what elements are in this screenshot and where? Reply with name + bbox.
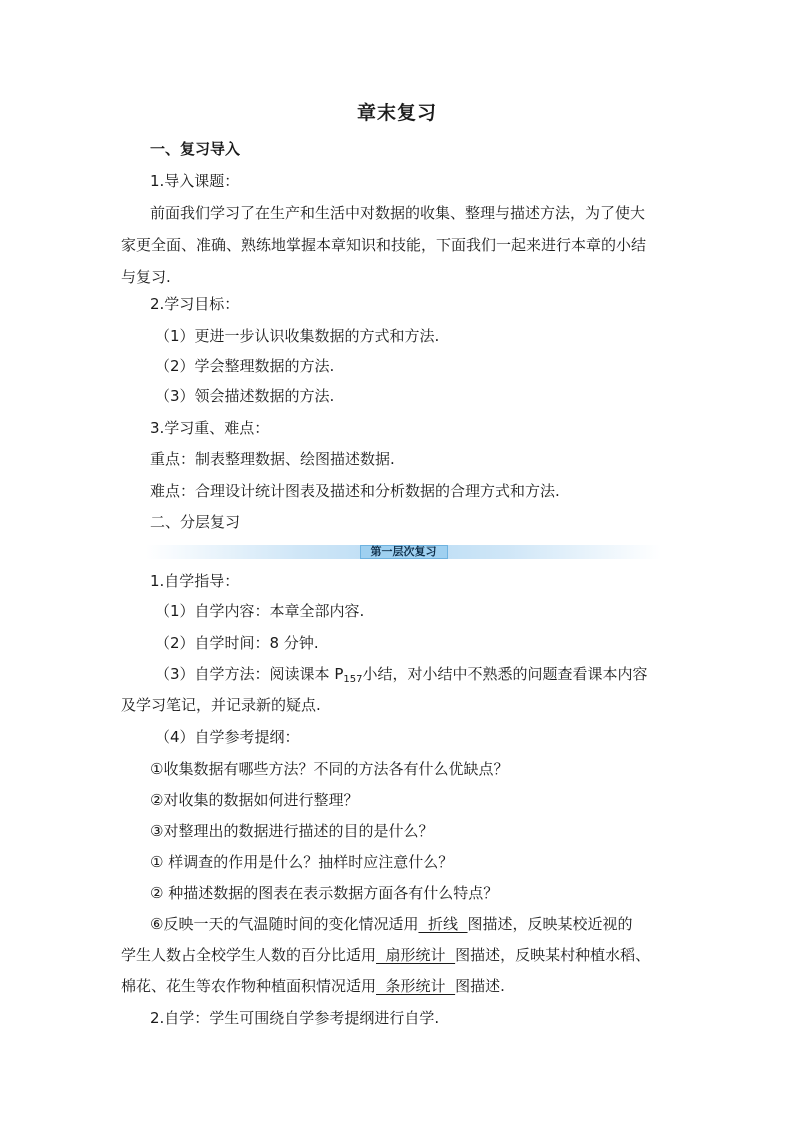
page-number-subscript: 157 bbox=[343, 674, 363, 685]
intro-paragraph-line-2: 家更全面、准确、熟练地掌握本章知识和技能，下面我们一起来进行本章的小结 bbox=[121, 236, 647, 254]
outline-question-2: ②对收集的数据如何进行整理？ bbox=[150, 791, 359, 809]
self-study-instruction: 2.自学：学生可围绕自学参考提纲进行自学. bbox=[150, 1009, 440, 1027]
difficulty-point: 难点：合理设计统计图表及描述和分析数据的合理方式和方法. bbox=[150, 482, 560, 500]
intro-paragraph-line-1: 前面我们学习了在生产和生活中对数据的收集、整理与描述方法，为了使大 bbox=[150, 204, 646, 222]
guide-item-time: （2）自学时间：8 分钟. bbox=[155, 634, 319, 652]
guide-item-outline: （4）自学参考提纲： bbox=[155, 728, 300, 746]
q6-text-b: 图描述，反映某校近视的 bbox=[467, 915, 633, 933]
outline-question-6-line-2 bbox=[121, 944, 650, 966]
outline-question-5: ② 种描述数据的图表在表示数据方面各有什么特点？ bbox=[150, 884, 499, 902]
outline-question-6-line-3 bbox=[121, 975, 505, 997]
answer-pie-chart: 扇形统计 bbox=[376, 946, 456, 964]
outline-question-1: ①收集数据有哪些方法？不同的方法各有什么优缺点？ bbox=[150, 760, 509, 778]
goal-item-3: （3）领会描述数据的方法. bbox=[155, 387, 335, 405]
guide-item-method bbox=[155, 663, 647, 691]
outline-question-6-line-1 bbox=[150, 913, 633, 935]
page-title: 章末复习 bbox=[356, 102, 437, 124]
self-study-guide-label: 1.自学指导： bbox=[150, 572, 240, 590]
answer-bar-chart: 条形统计 bbox=[376, 977, 456, 995]
banner-label: 第一层次复习 bbox=[360, 545, 448, 559]
key-points-label: 3.学习重、难点： bbox=[150, 419, 270, 437]
section-banner bbox=[146, 545, 661, 559]
q6-text-d: 图描述，反映某村种植水稻、 bbox=[455, 946, 651, 964]
answer-line-chart: 折线 bbox=[418, 915, 468, 933]
q6-text-f: 图描述. bbox=[455, 977, 505, 995]
goals-label: 2.学习目标： bbox=[150, 295, 240, 313]
section-heading-review-intro: 一、复习导入 bbox=[150, 140, 241, 158]
intro-label: 1.导入课题： bbox=[150, 172, 240, 190]
guide-item-method-line-2: 及学习笔记，并记录新的疑点. bbox=[121, 696, 321, 714]
outline-question-3: ③对整理出的数据进行描述的目的是什么？ bbox=[150, 822, 434, 840]
section-heading-layered-review: 二、分层复习 bbox=[150, 513, 241, 531]
goal-item-1: （1）更进一步认识收集数据的方式和方法. bbox=[155, 327, 440, 345]
guide-item-content: （1）自学内容：本章全部内容. bbox=[155, 602, 365, 620]
outline-question-4: ① 样调查的作用是什么？抽样时应注意什么？ bbox=[150, 853, 454, 871]
guide-method-text-pre: （3）自学方法：阅读课本 P bbox=[155, 665, 344, 683]
q6-text-a: ⑥反映一天的气温随时间的变化情况适用 bbox=[150, 915, 419, 933]
goal-item-2: （2）学会整理数据的方法. bbox=[155, 357, 335, 375]
q6-text-c: 学生人数占全校学生人数的百分比适用 bbox=[121, 946, 377, 964]
intro-paragraph-line-3: 与复习. bbox=[121, 268, 171, 286]
q6-text-e: 棉花、花生等农作物种植面积情况适用 bbox=[121, 977, 377, 995]
guide-method-text-post: 小结，对小结中不熟悉的问题查看课本内容 bbox=[362, 665, 648, 683]
key-point: 重点：制表整理数据、绘图描述数据. bbox=[150, 450, 395, 468]
